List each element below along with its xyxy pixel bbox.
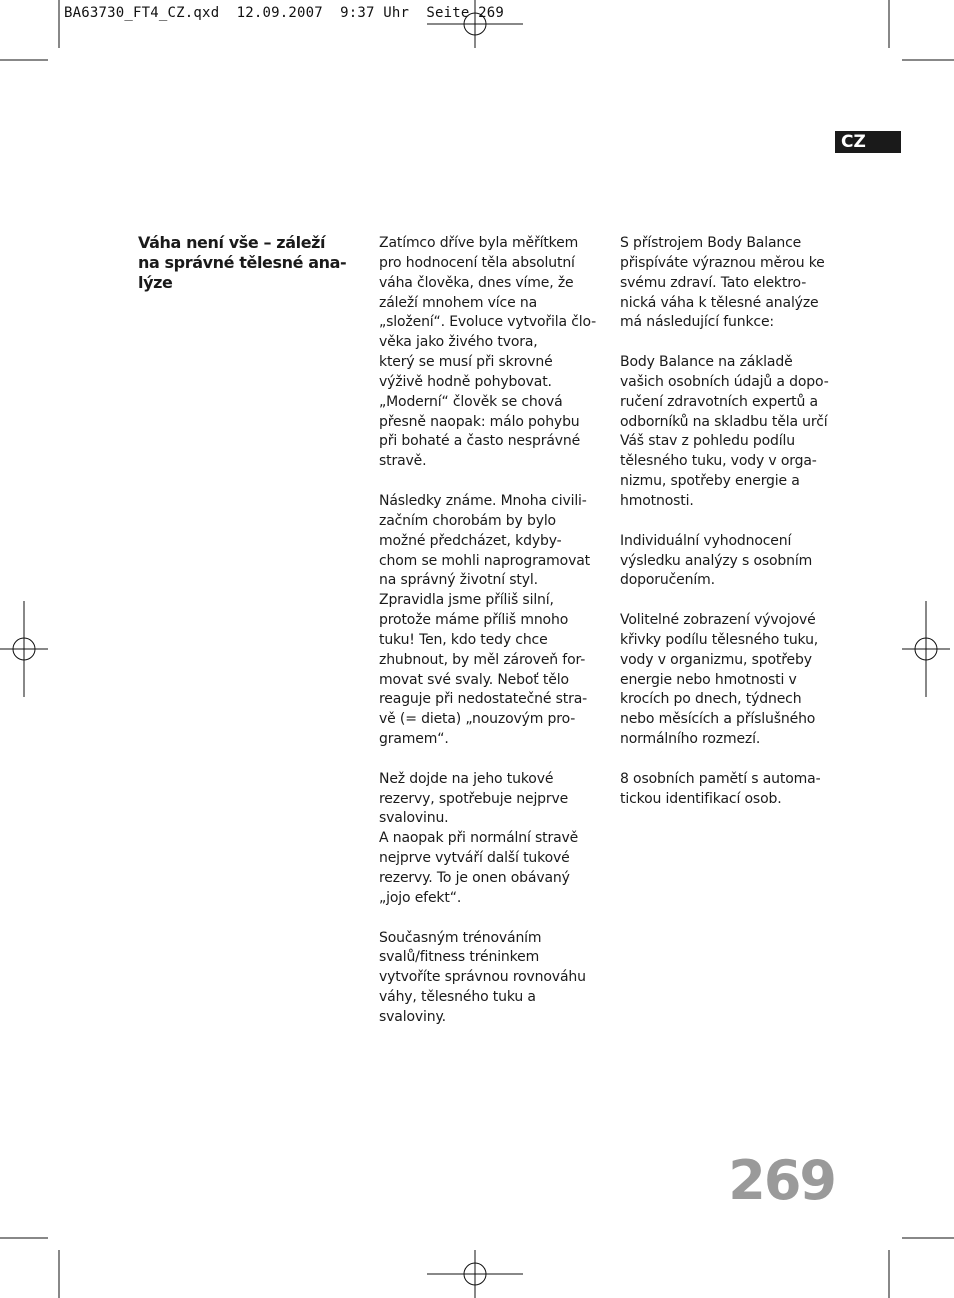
- paragraph: [379, 234, 599, 472]
- page-number: 269: [728, 1149, 835, 1212]
- paragraph: [620, 353, 840, 512]
- paragraph: [620, 770, 840, 810]
- heading-line: na správné tělesné ana-: [138, 253, 347, 272]
- text-line: ručení zdravotních expertů a: [620, 393, 818, 410]
- text-line: který se musí při skrovné: [379, 354, 553, 371]
- text-line: svalovinu.: [379, 810, 449, 827]
- text-line: Než dojde na jeho tukové: [379, 770, 554, 787]
- text-line: Současným trénováním: [379, 929, 542, 946]
- section-heading: [138, 233, 353, 293]
- text-line: odborníků na skladbu těla určí: [620, 413, 828, 430]
- text-line: „Moderní“ člověk se chová: [379, 393, 563, 410]
- print-slug-line: BA63730_FT4_CZ.qxd 12.09.2007 9:37 Uhr Seite 269: [64, 5, 505, 21]
- text-line: svému zdraví. Tato elektro-: [620, 274, 807, 291]
- text-line: nizmu, spotřeby energie a: [620, 473, 800, 490]
- text-line: vašich osobních údajů a dopo-: [620, 373, 829, 390]
- text-line: při bohaté a často nesprávné: [379, 433, 581, 450]
- text-line: Body Balance na základě: [620, 354, 793, 371]
- text-line: A naopak při normální stravě: [379, 830, 579, 847]
- text-line: tickou identifikací osob.: [620, 790, 782, 807]
- text-line: Zpravidla jsme příliš silní,: [379, 592, 554, 609]
- heading-line: Váha není vše – záleží: [138, 233, 326, 252]
- text-line: „složení“. Evoluce vytvořila člo-: [379, 314, 597, 331]
- text-line: gramem“.: [379, 731, 449, 748]
- text-line: výsledku analýzy s osobním: [620, 552, 813, 569]
- text-line: Váš stav z pohledu podílu: [620, 433, 795, 450]
- text-line: výživě hodně pohybovat.: [379, 373, 552, 390]
- paragraph: [620, 234, 840, 333]
- text-line: možné předcházet, kdyby-: [379, 532, 562, 549]
- text-line: „jojo efekt“.: [379, 889, 462, 906]
- text-line: protože máme příliš mnoho: [379, 612, 569, 629]
- text-line: normálního rozmezí.: [620, 731, 761, 748]
- text-line: na správný životní styl.: [379, 572, 538, 589]
- text-line: movat své svaly. Neboť tělo: [379, 671, 569, 688]
- paragraph: [379, 492, 599, 750]
- text-column-1: [379, 234, 599, 1048]
- text-line: stravě.: [379, 453, 427, 470]
- paragraph: [620, 532, 840, 592]
- text-line: věka jako živého tvora,: [379, 334, 538, 351]
- paragraph: [379, 770, 599, 909]
- text-line: tuku! Ten, kdo tedy chce: [379, 631, 548, 648]
- text-line: S přístrojem Body Balance: [620, 235, 802, 251]
- text-line: krocích po dnech, týdnech: [620, 691, 802, 708]
- text-line: Individuální vyhodnocení: [620, 532, 792, 549]
- text-line: svalů/fitness tréninkem: [379, 949, 540, 966]
- text-line: Následky známe. Mnoha civili-: [379, 492, 587, 509]
- text-line: váhy, tělesného tuku a: [379, 989, 536, 1006]
- language-tab: CZ: [835, 131, 901, 153]
- text-column-2: [620, 234, 840, 829]
- text-line: nebo měsících a příslušného: [620, 711, 816, 728]
- text-line: vě (= dieta) „nouzovým pro-: [379, 711, 576, 728]
- heading-line: lýze: [138, 273, 173, 292]
- text-line: nická váha k tělesné analýze: [620, 294, 819, 311]
- text-line: nejprve vytváří další tukové: [379, 850, 570, 867]
- text-line: váha člověka, dnes víme, že: [379, 274, 574, 291]
- text-line: začním chorobám by bylo: [379, 512, 556, 529]
- text-line: doporučením.: [620, 572, 715, 589]
- text-line: přispíváte výraznou měrou ke: [620, 254, 825, 271]
- text-line: křivky podílu tělesného tuku,: [620, 631, 819, 648]
- text-line: má následující funkce:: [620, 314, 775, 331]
- text-line: vytvoříte správnou rovnováhu: [379, 969, 586, 986]
- text-line: tělesného tuku, vody v orga-: [620, 453, 817, 470]
- text-line: 8 osobních pamětí s automa-: [620, 770, 821, 787]
- text-line: svaloviny.: [379, 1008, 446, 1025]
- text-line: přesně naopak: málo pohybu: [379, 413, 580, 430]
- text-line: energie nebo hmotnosti v: [620, 671, 797, 688]
- text-line: záleží mnohem více na: [379, 294, 538, 311]
- paragraph: [379, 929, 599, 1028]
- paragraph: [620, 611, 840, 750]
- text-line: hmotnosti.: [620, 492, 694, 509]
- text-line: rezervy. To je onen obávaný: [379, 870, 570, 886]
- text-line: chom se mohli naprogramovat: [379, 552, 590, 569]
- text-line: rezervy, spotřebuje nejprve: [379, 790, 569, 807]
- text-line: Volitelné zobrazení vývojové: [620, 612, 816, 629]
- text-line: pro hodnocení těla absolutní: [379, 254, 575, 271]
- text-line: vody v organizmu, spotřeby: [620, 651, 812, 668]
- text-line: reaguje při nedostatečné stra-: [379, 691, 588, 708]
- text-line: zhubnout, by měl zároveň for-: [379, 651, 586, 668]
- text-line: Zatímco dříve byla měřítkem: [379, 235, 579, 251]
